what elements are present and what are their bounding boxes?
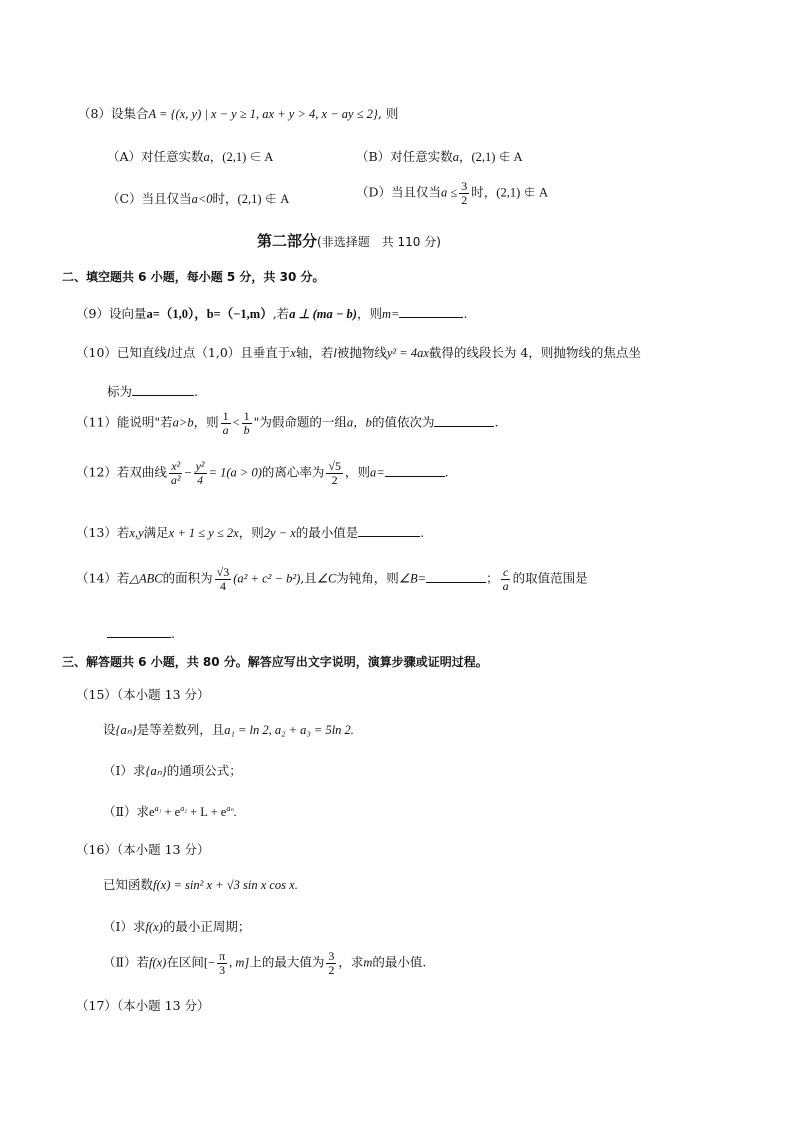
option-text: 当且仅当 — [391, 184, 442, 200]
q9-text: ，则 — [356, 306, 382, 321]
q9-text: 设向量 — [108, 306, 147, 321]
q8-option-b — [356, 149, 523, 165]
q14-text: 的面积为 — [162, 570, 213, 586]
frac-num: y² — [195, 459, 205, 473]
fraction — [217, 950, 227, 976]
q14-text: ,且 — [300, 570, 317, 586]
frac-num: 3 — [461, 179, 468, 193]
q16-interval: , m] — [229, 955, 250, 970]
q8-option-a — [107, 149, 273, 165]
option-var: a — [452, 150, 459, 164]
q10-var: l — [333, 346, 337, 360]
q16-text: ，求 — [338, 954, 364, 970]
frac-den: a² — [170, 472, 181, 487]
q8-stem-text: 设集合 — [110, 106, 149, 121]
option-label: （C） — [107, 191, 142, 206]
part-label: （Ⅰ）求 — [103, 919, 146, 934]
answer-blank[interactable] — [426, 570, 486, 583]
frac-den: b — [243, 422, 250, 437]
q13-objective: 2y − x — [263, 526, 296, 540]
q11 — [76, 410, 498, 436]
q10-text: 截得的线段长为 4，则抛物线的焦点坐 — [428, 345, 641, 360]
frac-num: π — [219, 949, 226, 963]
q8-option-d — [356, 180, 548, 206]
q16-function: f(x) = sin² x + √3 sin x cos x. — [153, 878, 298, 892]
frac-den: 4 — [197, 472, 204, 487]
q8-stem-tail: , 则 — [377, 106, 399, 121]
frac-den: 3 — [219, 962, 226, 977]
fraction — [326, 460, 343, 486]
q14-line2 — [107, 625, 175, 641]
question-number: （13） — [76, 525, 117, 540]
q16-header: （16）（本小题 13 分） — [76, 842, 210, 857]
q14-text: 若 — [116, 570, 130, 586]
q16-fx: f(x) — [149, 955, 167, 970]
part-label: （Ⅰ）求 — [103, 763, 146, 778]
q13-text: 的最小值是 — [295, 525, 359, 540]
q14-angle: ∠C — [316, 571, 337, 586]
q11-text: 的值依次为 — [371, 414, 435, 430]
q12-text: 若双曲线 — [116, 464, 167, 480]
q15-text: 的通项公式； — [166, 763, 242, 778]
q11-vars: a，b — [346, 415, 372, 430]
option-label: （A） — [107, 149, 142, 164]
frac-num: x² — [171, 459, 181, 473]
q11-text: "为假命题的一组 — [253, 414, 347, 430]
q15-text: 是等差数列，且 — [136, 722, 225, 737]
q15-stem — [103, 722, 354, 738]
q9-end: . — [463, 306, 468, 321]
frac-den: a — [222, 422, 229, 437]
q13-text: ，则 — [238, 525, 264, 540]
math-end: . — [233, 805, 237, 820]
question-number: （10） — [76, 345, 117, 360]
q12-op: − — [184, 465, 192, 480]
q16-stem — [103, 877, 298, 893]
option-cond: a<0 — [191, 192, 213, 206]
question-number: （14） — [76, 570, 117, 586]
q10-text: 过点（1,0）且垂直于 — [170, 345, 291, 360]
frac-num: √3 — [216, 565, 230, 579]
q14-angle-b: ∠B= — [398, 571, 427, 586]
option-label: （B） — [356, 149, 391, 164]
fraction — [169, 460, 183, 486]
q10-text: 已知直线 — [116, 345, 167, 360]
q14-expr: (a² + c² − b²) — [233, 571, 301, 586]
q8-option-c — [107, 191, 289, 207]
question-number: （8） — [78, 106, 111, 121]
q15-text: 设 — [103, 722, 116, 737]
q10-text: 轴，若 — [295, 345, 334, 360]
q16-text: 的最小正周期； — [162, 919, 251, 934]
answer-blank[interactable] — [385, 464, 445, 477]
part-title-text: 第二部分 — [257, 232, 318, 250]
q14-line1 — [76, 566, 588, 592]
answer-blank[interactable] — [434, 414, 494, 427]
math-sup: a₁ — [154, 804, 162, 813]
q15-seq: {aₙ} — [145, 764, 167, 778]
q16-part1 — [103, 919, 250, 935]
fraction — [501, 566, 511, 592]
q9-vectors: a=（1,0），b=（−1,m） — [146, 307, 273, 321]
frac-den: a — [502, 578, 509, 593]
math-base: e — [149, 805, 155, 820]
q12 — [76, 460, 449, 486]
q15-sum-expr — [149, 805, 237, 819]
q16-part2 — [103, 950, 426, 976]
q10-text: 被抛物线 — [336, 345, 387, 360]
q14-text: 为钝角，则 — [336, 570, 399, 586]
q9 — [76, 305, 467, 322]
q16-interval: [− — [203, 955, 216, 970]
q12-eq: = 1(a > 0) — [208, 465, 262, 480]
question-number: （12） — [76, 464, 117, 480]
frac-den: 2 — [328, 962, 335, 977]
option-label: （D） — [356, 184, 392, 200]
q12-text: 的离心率为 — [261, 464, 325, 480]
q10-parabola: y² = 4ax — [386, 346, 429, 360]
part-label: （Ⅱ）求 — [103, 804, 149, 820]
q8-set-expression: A = {(x, y) | x − y ≥ 1, ax + y > 4, x − ay ≤ 2} — [148, 107, 378, 121]
option-expr: ，(2,1) ∉ A — [458, 150, 523, 164]
fraction — [221, 410, 231, 436]
q15-part1 — [103, 763, 242, 779]
answer-blank[interactable] — [399, 305, 463, 318]
q16-fx: f(x) — [145, 920, 163, 934]
q16-var: m — [363, 955, 373, 970]
q11-text: 能说明"若 — [116, 414, 173, 430]
answer-blank[interactable] — [358, 524, 420, 537]
q15-header: （15）（本小题 13 分） — [76, 687, 210, 702]
q10-line1 — [76, 345, 641, 361]
q12-text: ，则 — [344, 464, 370, 480]
q14-triangle: △ABC — [129, 571, 163, 586]
option-var: a — [203, 150, 210, 164]
q9-condition: a ⊥ (ma − b) — [289, 307, 357, 321]
q9-text: ,若 — [272, 306, 290, 321]
fraction — [326, 950, 336, 976]
math-sup: aₙ — [226, 804, 234, 813]
frac-num: 1 — [222, 409, 229, 423]
math-op: + L + e — [190, 805, 227, 820]
q15-expr: a₁ = ln 2, a₂ + a₃ = 5ln 2. — [224, 723, 354, 737]
part-subtitle: (非选择题 共 110 分) — [317, 235, 441, 249]
frac-den: 2 — [461, 192, 468, 207]
q16-text: 的最小值. — [372, 954, 427, 970]
q11-text: ，则 — [193, 414, 219, 430]
q16-text: 已知函数 — [103, 877, 154, 892]
part-title — [257, 232, 441, 250]
q10-var: x — [290, 346, 296, 360]
frac-num: 3 — [328, 949, 335, 963]
q13-text: 满足 — [143, 525, 169, 540]
q10-end: . — [194, 384, 198, 399]
q13-end: . — [420, 525, 425, 540]
q10-text: 标为 — [107, 384, 133, 399]
part-label: （Ⅱ）若 — [103, 954, 149, 970]
section-heading: 二、填空题共 6 小题，每小题 5 分，共 30 分。 — [62, 270, 325, 284]
q11-end: . — [494, 414, 499, 430]
q14-end: . — [171, 626, 175, 641]
option-expr: 时，(2,1) ∉ A — [471, 185, 549, 200]
q9-var: m= — [381, 307, 400, 321]
fraction — [215, 566, 232, 592]
fraction — [242, 410, 252, 436]
option-text: 当且仅当 — [141, 191, 192, 206]
q10-var: l — [166, 346, 171, 360]
answer-blank[interactable] — [107, 625, 171, 638]
fraction — [459, 180, 469, 206]
option-text: 对任意实数 — [141, 149, 204, 164]
q12-var: a= — [369, 465, 385, 480]
frac-num: √5 — [328, 459, 341, 473]
q16-text: 在区间 — [166, 954, 204, 970]
q13-vars: x,y — [129, 526, 144, 540]
question-number: （9） — [76, 306, 109, 321]
frac-den: 4 — [219, 578, 226, 593]
q12-end: . — [444, 464, 449, 480]
math-sup: a₂ — [180, 804, 187, 813]
q13-constraint: x + 1 ≤ y ≤ 2x — [168, 526, 239, 540]
q13-text: 若 — [116, 525, 130, 540]
q14-text: 的取值范围是 — [512, 570, 588, 586]
fraction — [194, 460, 207, 486]
q11-cond: a>b — [172, 415, 194, 430]
frac-num: c — [502, 565, 509, 579]
q15-seq: {aₙ} — [115, 723, 137, 737]
q14-sep: ； — [486, 570, 499, 586]
option-cond: a ≤ — [441, 185, 458, 200]
option-expr: ，(2,1) ∈ A — [209, 150, 274, 164]
q17-header: （17）（本小题 13 分） — [76, 998, 210, 1013]
q8-stem — [78, 106, 398, 122]
answer-blank[interactable] — [132, 383, 194, 396]
frac-den: 2 — [331, 472, 338, 487]
q15-part2 — [103, 804, 237, 820]
option-text: 对任意实数 — [390, 149, 453, 164]
option-expr: 时，(2,1) ∉ A — [212, 192, 290, 206]
q13 — [76, 524, 424, 541]
q11-op: < — [232, 415, 240, 430]
q16-text: 上的最大值为 — [249, 954, 325, 970]
math-op: + e — [164, 805, 181, 820]
frac-num: 1 — [243, 409, 250, 423]
q10-line2 — [107, 383, 198, 399]
section-heading: 三、解答题共 6 小题，共 80 分。解答应写出文字说明，演算步骤或证明过程。 — [62, 655, 488, 669]
question-number: （11） — [76, 414, 117, 430]
